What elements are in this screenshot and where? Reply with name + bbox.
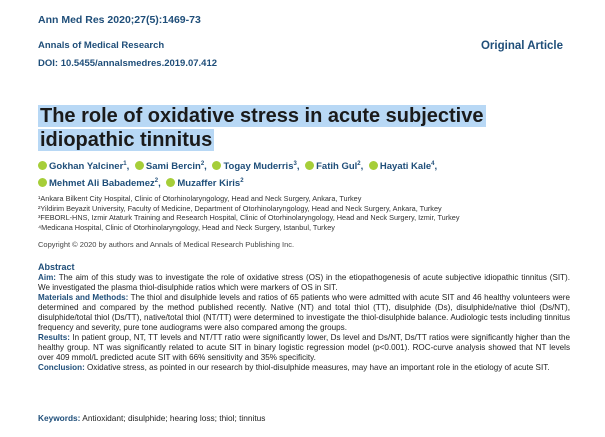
citation-line: Ann Med Res 2020;27(5):1469-73 xyxy=(38,14,201,26)
abstract-aim xyxy=(38,273,570,293)
author-name: Sami Bercin xyxy=(145,161,201,173)
orcid-icon[interactable] xyxy=(38,161,47,170)
author-name: Mehmet Ali Babademez xyxy=(49,178,155,190)
author-name: Togay Muderris xyxy=(223,161,294,173)
methods-text: The thiol and disulphide levels and ratios of 65 patients who were admitted with acute SIT and 46 healthy volunteers were determined and compared by the method published recently. Native (NT) and total thiol (TT), disulphide (Ds), disulphide/native thiol (Ds/NT), disulphide/total thiol (Ds/TT), native/total thiol (NT/TT) were determined to investigate the thiol-disulphide balance. Audiologic tests including tinnitus frequency and severity, pure tone audiograms were also compared among the groups. xyxy=(38,293,570,332)
author-item[interactable]: Mehmet Ali Babademez$^2$, xyxy=(38,178,161,189)
orcid-icon[interactable] xyxy=(135,161,144,170)
author-item[interactable]: Gokhan Yalciner$^1$, xyxy=(38,161,129,172)
orcid-icon[interactable] xyxy=(305,161,314,170)
orcid-icon[interactable] xyxy=(369,161,378,170)
results-label: Results: xyxy=(38,333,70,342)
abstract-heading: Abstract xyxy=(38,262,75,272)
author-item[interactable]: Sami Bercin$^2$, xyxy=(135,161,207,172)
author-affil: 2 xyxy=(154,178,159,185)
affiliation-item: ²Yildirim Beyazit University, Faculty of Medicine, Department of Otorhinolaryngology, Head and Neck Surgery, Ankara, Turkey xyxy=(38,203,442,213)
author-name: Fatih Gul xyxy=(316,161,358,173)
methods-label: Materials and Methods: xyxy=(38,293,129,302)
keywords-value: Antioxidant; disulphide; hearing loss; thiol; tinnitus xyxy=(82,413,266,423)
abstract-methods xyxy=(38,293,570,333)
author-affil: 4 xyxy=(431,161,435,167)
aim-text: The aim of this study was to investigate the role of oxidative stress (OS) in the etiopathogenesis of acute subjective idiopathic tinnitus (SIT). We investigated the plasma thiol-disulphide ratios which were markers of OS in SIT. xyxy=(38,273,570,292)
author-affil: 2 xyxy=(240,178,244,185)
author-item[interactable] xyxy=(166,178,243,189)
author-item[interactable]: Hayati Kale$^4$, xyxy=(369,161,437,172)
author-affil: 3 xyxy=(293,161,297,167)
abstract-results xyxy=(38,333,570,363)
article-type-label: Original Article xyxy=(480,40,563,52)
affiliation-item: ³FEBORL-HNS, Izmir Ataturk Training and Research Hospital, Clinic of Otorhinolaryngology, Head and Neck Surgery, Izmir, Turkey xyxy=(38,213,460,223)
orcid-icon[interactable] xyxy=(166,178,175,187)
author-affil: 1 xyxy=(123,161,127,167)
affiliation-item: ¹Ankara Bilkent City Hospital, Clinic of Otorhinolaryngology, Head and Neck Surgery, Ankara, Turkey xyxy=(38,194,362,203)
article-title[interactable]: The role of oxidative stress in acute subjective idiopathic tinnitus xyxy=(40,105,484,151)
orcid-icon[interactable] xyxy=(212,161,221,170)
affiliation-list xyxy=(38,194,578,232)
orcid-icon[interactable] xyxy=(38,178,47,187)
results-text: In patient group, NT, TT levels and NT/TT ratio were significantly lower, Ds level and Ds/NT, Ds/TT ratios were significantly higher than the healthy group. NT was significantly related to acute SIT in binary logistic regression model (p<0.001). ROC-curve analysis showed that NT levels over 409 mmol/L predicted acute SIT with 66% sensitivity and 35% specificity. xyxy=(38,333,570,362)
author-item[interactable]: Togay Muderris$^3$, xyxy=(212,161,299,172)
author-name: Gokhan Yalciner xyxy=(49,161,124,173)
author-name: Muzaffer Kiris xyxy=(177,178,241,190)
author-affil: 2 xyxy=(357,161,361,167)
author-affil: 2 xyxy=(200,161,205,167)
abstract-body xyxy=(38,273,570,373)
journal-name: Annals of Medical Research xyxy=(38,40,165,51)
affiliation-item: ⁴Medicana Hospital, Clinic of Otorhinolaryngology, Head and Neck Surgery, Istanbul, Turkey xyxy=(38,222,335,232)
doi-link[interactable]: DOI: 10.5455/annalsmedres.2019.07.412 xyxy=(38,58,218,69)
author-name: Hayati Kale xyxy=(379,161,432,173)
conclusion-text: Oxidative stress, as pointed in our research by thiol-disulphide measures, may have an important role in the etiology of acute SIT. xyxy=(87,363,550,372)
title-block xyxy=(38,104,568,152)
abstract-conclusion xyxy=(38,363,570,373)
aim-label: Aim: xyxy=(38,273,56,282)
author-list xyxy=(38,157,568,191)
copyright-notice: Copyright © 2020 by authors and Annals of Medical Research Publishing Inc. xyxy=(38,240,295,249)
conclusion-label: Conclusion: xyxy=(38,363,85,372)
author-item[interactable]: Fatih Gul$^2$, xyxy=(305,161,363,172)
keywords-label: Keywords: xyxy=(38,413,81,423)
keywords-line xyxy=(38,413,265,423)
